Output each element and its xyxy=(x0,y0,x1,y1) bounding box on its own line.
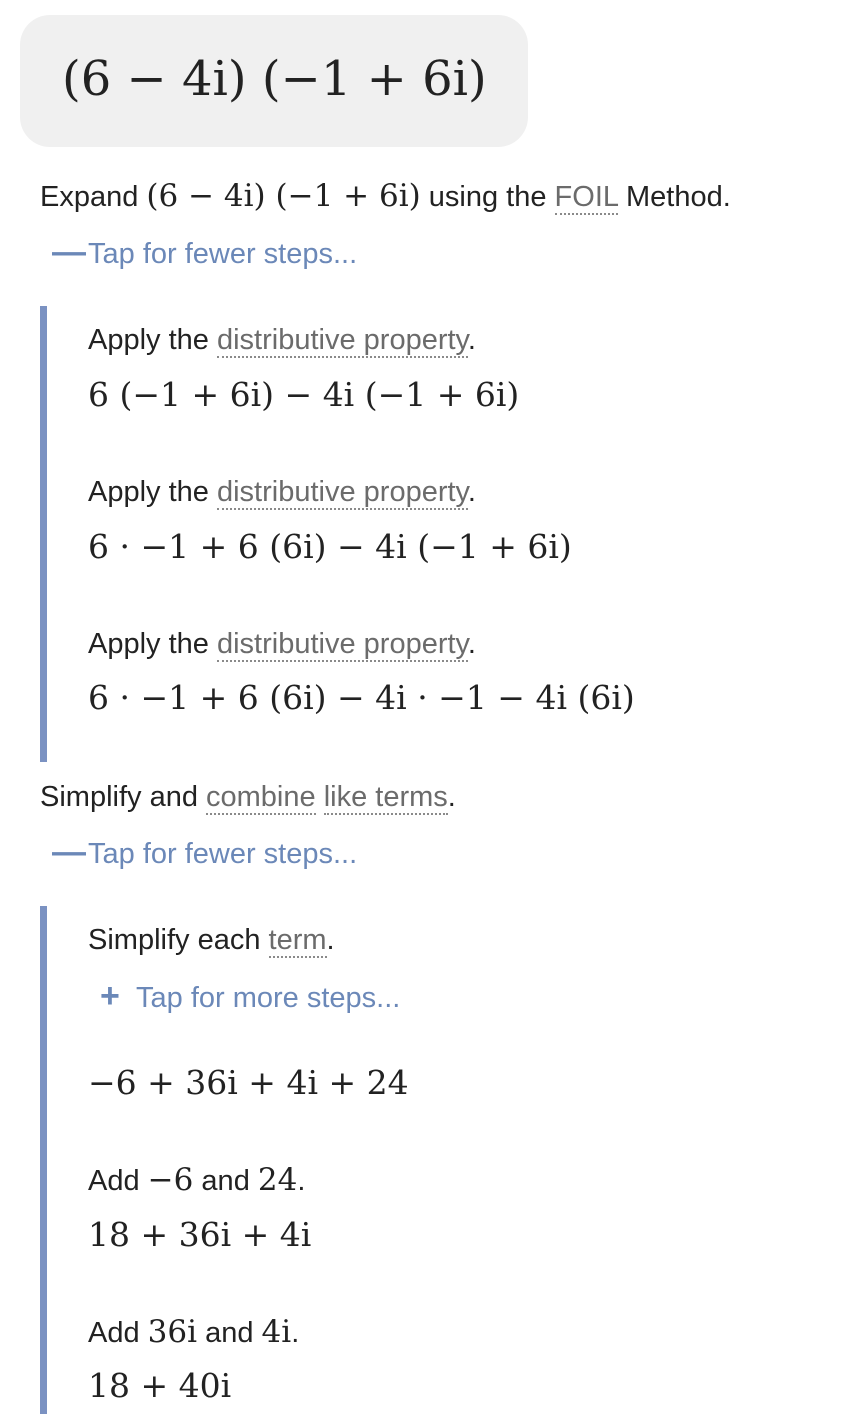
step-title-text: . xyxy=(447,781,456,813)
substep-text: . xyxy=(326,924,335,956)
substep-math: 36i xyxy=(147,1314,198,1350)
substep-math: 4i xyxy=(261,1314,292,1350)
fewer-steps-toggle-simplify[interactable] xyxy=(52,832,357,874)
combine-link[interactable]: combine xyxy=(206,781,316,813)
substep-expression: 18 + 40i xyxy=(88,1366,232,1405)
step-title-text: Simplify and xyxy=(40,781,207,813)
substep-text: . xyxy=(467,628,476,660)
toggle-label: Tap for fewer steps... xyxy=(88,838,358,870)
substep-expression: 6 · −1 + 6 (6i) − 4i (−1 + 6i) xyxy=(88,527,572,566)
substep-math: −6 xyxy=(147,1162,194,1198)
substep-text: Add xyxy=(88,1165,148,1197)
distributive-property-link[interactable]: distributive property xyxy=(216,324,468,356)
substep-title xyxy=(88,1160,305,1201)
foil-link[interactable]: FOIL xyxy=(554,181,618,213)
substeps-bar xyxy=(40,306,47,762)
step-title-text: Method. xyxy=(617,181,731,213)
substep-title xyxy=(88,472,476,512)
substep-text: Simplify each xyxy=(88,924,269,956)
substep-math: 24 xyxy=(257,1162,298,1198)
substeps-bar xyxy=(40,906,47,1414)
substep-expression: 18 + 36i + 4i xyxy=(88,1215,312,1254)
substep-title xyxy=(88,1312,299,1353)
step-title-text: using the xyxy=(420,181,555,213)
step-title-expression: (6 − 4i) (−1 + 6i) xyxy=(146,178,421,214)
substep-expression: 6 (−1 + 6i) − 4i (−1 + 6i) xyxy=(88,375,520,414)
step-simplify-title xyxy=(40,777,456,817)
substep-expression: 6 · −1 + 6 (6i) − 4i · −1 − 4i (6i) xyxy=(88,678,635,717)
step-title-text: Expand xyxy=(40,181,147,213)
minus-icon: — xyxy=(52,233,86,271)
substep-text: . xyxy=(467,476,476,508)
minus-icon: — xyxy=(52,833,86,871)
substep-title xyxy=(88,920,335,960)
substep-text: Apply the xyxy=(88,628,217,660)
toggle-label: Tap for fewer steps... xyxy=(88,238,358,270)
substep-text: and xyxy=(197,1317,262,1349)
substep-text: . xyxy=(291,1317,300,1349)
problem-box xyxy=(20,15,528,147)
substep-text: Add xyxy=(88,1317,148,1349)
step-expand-title xyxy=(40,176,731,217)
substep-title xyxy=(88,320,476,360)
like-terms-link[interactable]: like terms xyxy=(323,781,448,813)
substep-title xyxy=(88,624,476,664)
fewer-steps-toggle-expand[interactable] xyxy=(52,232,357,274)
substep-expression: −6 + 36i + 4i + 24 xyxy=(88,1063,409,1102)
substep-text: Apply the xyxy=(88,324,217,356)
term-link[interactable]: term xyxy=(268,924,327,956)
substep-text: . xyxy=(467,324,476,356)
more-steps-toggle[interactable] xyxy=(100,976,400,1018)
distributive-property-link[interactable]: distributive property xyxy=(216,476,468,508)
toggle-label: Tap for more steps... xyxy=(136,982,401,1014)
problem-expression: (6 − 4i) (−1 + 6i) xyxy=(62,51,487,107)
substep-text: Apply the xyxy=(88,476,217,508)
substep-text: . xyxy=(297,1165,306,1197)
substep-text: and xyxy=(193,1165,258,1197)
distributive-property-link[interactable]: distributive property xyxy=(216,628,468,660)
plus-icon: + xyxy=(100,977,120,1015)
